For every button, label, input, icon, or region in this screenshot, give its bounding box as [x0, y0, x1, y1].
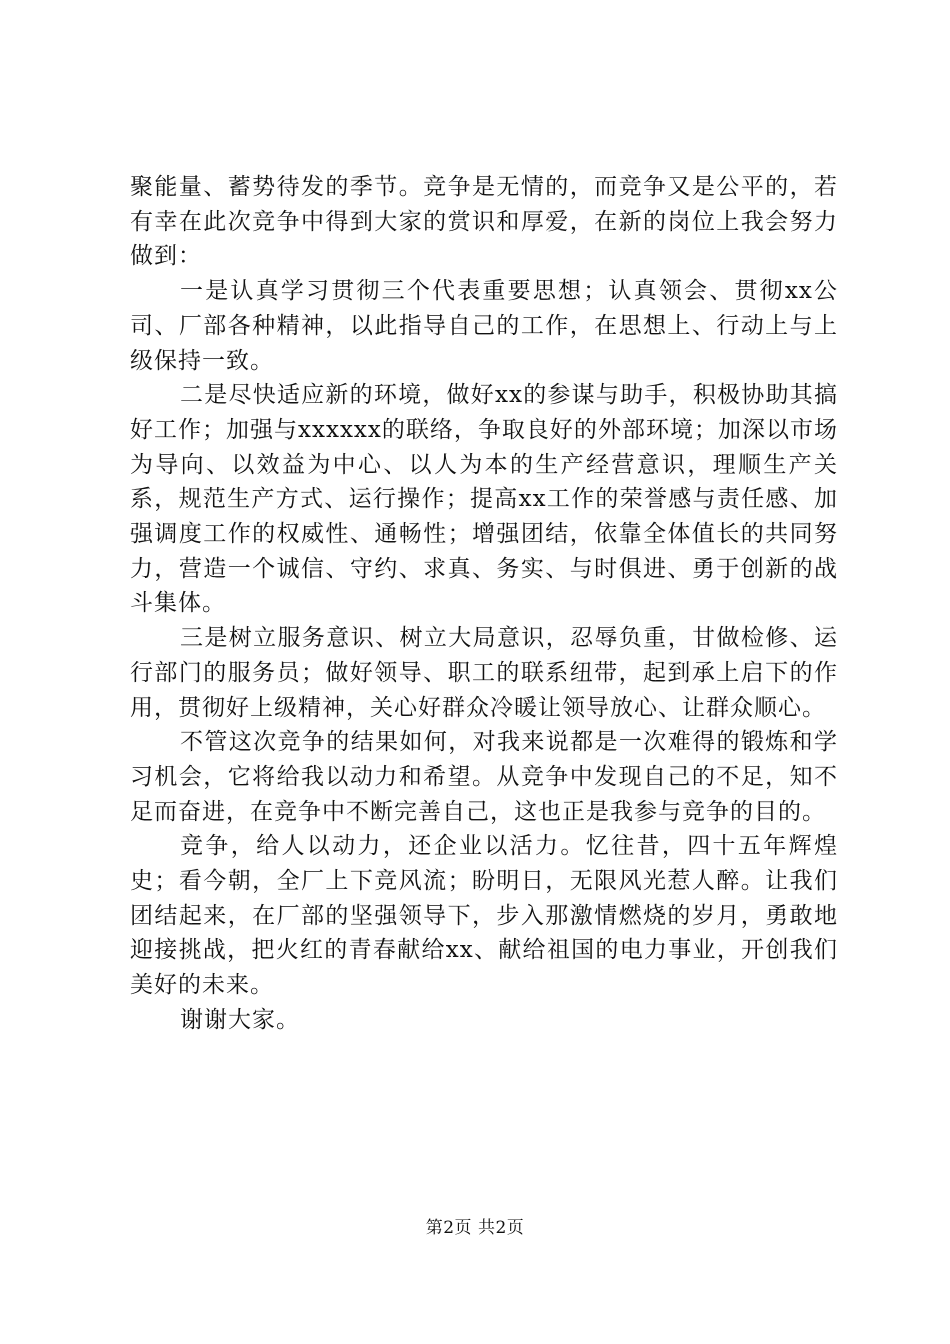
document-body [130, 170, 838, 1038]
paragraph-point-three: 三是树立服务意识、树立大局意识，忍辱负重，甘做检修、运行部门的服务员；做好领导、职工的联系纽带，起到承上启下的作用，贯彻好上级精神，关心好群众冷暖让领导放心、让群众顺心。 [130, 625, 838, 721]
paragraph-point-one: 一是认真学习贯彻三个代表重要思想；认真领会、贯彻xx公司、厂部各种精神，以此指导自己的工作，在思想上、行动上与上级保持一致。 [130, 278, 838, 374]
paragraph-thanks: 谢谢大家。 [180, 1006, 300, 1033]
paragraph-continuation: 聚能量、蓄势待发的季节。竞争是无情的，而竞争又是公平的，若有幸在此次竞争中得到大家的赏识和厚爱，在新的岗位上我会努力做到： [130, 174, 838, 270]
page-footer: 第2页 共2页 [425, 1218, 525, 1238]
paragraph-competition-outcome: 不管这次竞争的结果如何，对我来说都是一次难得的锻炼和学习机会，它将给我以动力和希望。从竞争中发现自己的不足，知不足而奋进，在竞争中不断完善自己，这也正是我参与竞争的目的。 [130, 729, 838, 825]
paragraph-closing-call: 竞争，给人以动力，还企业以活力。忆往昔，四十五年辉煌史；看今朝，全厂上下竞风流；盼明日，无限风光惹人醉。让我们团结起来，在厂部的坚强领导下，步入那激情燃烧的岁月，勇敢地迎接挑战，把火红的青春献给xx、献给祖国的电力事业，开创我们美好的未来。 [130, 833, 838, 999]
paragraph-point-two: 二是尽快适应新的环境，做好xx的参谋与助手，积极协助其搞好工作；加强与xxxxxx的联络，争取良好的外部环境；加深以市场为导向、以效益为中心、以人为本的生产经营意识，理顺生产关系，规范生产方式、运行操作；提高xx工作的荣誉感与责任感、加强调度工作的权威性、通畅性；增强团结，依靠全体值长的共同努力，营造一个诚信、守约、求真、务实、与时俱进、勇于创新的战斗集体。 [130, 382, 838, 617]
